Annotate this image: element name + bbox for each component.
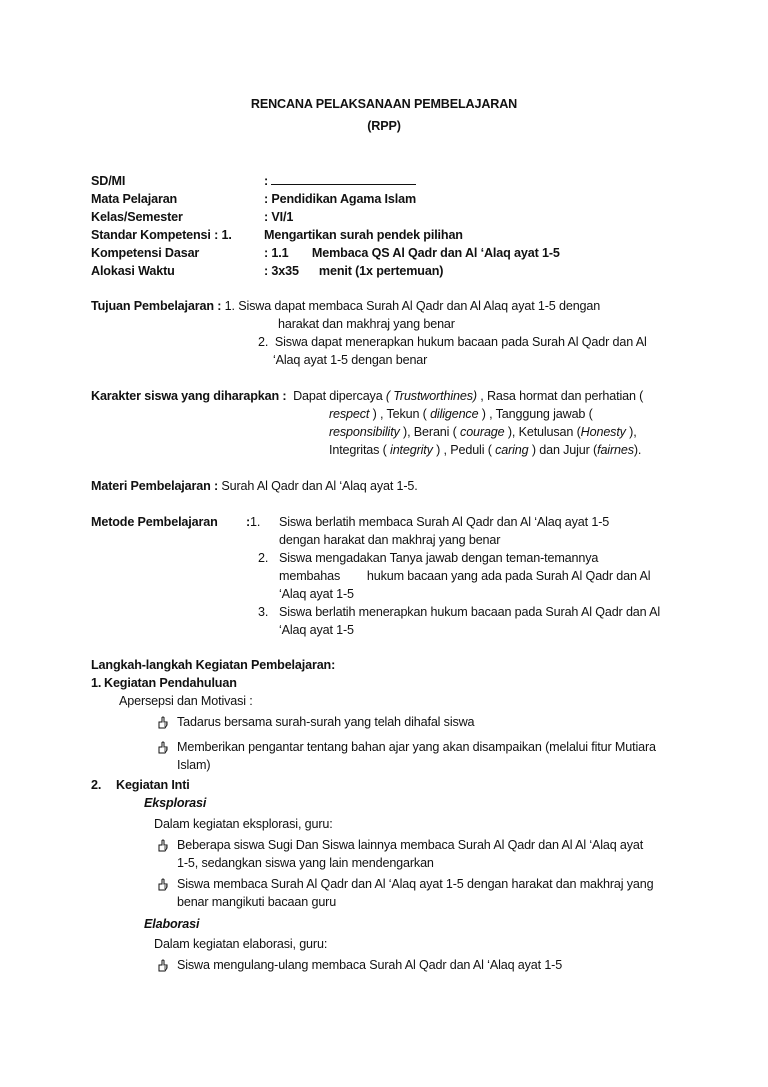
list-item: Siswa membaca Surah Al Qadr dan Al ‘Alaq ayat 1-5 dengan harakat dan makhraj yang <box>177 877 654 891</box>
subsection-title: Kegiatan Inti <box>116 778 190 792</box>
subsection-title: Eksplorasi <box>144 796 207 810</box>
identity-value: : 3x35 menit (1x pertemuan) <box>264 264 444 278</box>
section-heading: Langkah-langkah Kegiatan Pembelajaran: <box>91 658 336 672</box>
pointing-hand-icon <box>157 741 169 754</box>
list-item: Siswa mengulang-ulang membaca Surah Al Qadr dan Al ‘Alaq ayat 1-5 <box>177 958 563 972</box>
subsection-title: Kegiatan Pendahuluan <box>104 676 237 690</box>
identity-label: SD/MI <box>91 174 126 188</box>
pointing-hand-icon <box>157 716 169 729</box>
identity-sep: : <box>264 174 269 188</box>
identity-value <box>264 173 416 189</box>
blank-line <box>271 173 416 185</box>
materi-section: Materi Pembelajaran : Surah Al Qadr dan Al ‘Alaq ayat 1-5. <box>91 479 418 493</box>
list-item: Beberapa siswa Sugi Dan Siswa lainnya membaca Surah Al Qadr dan Al Al ‘Alaq ayat <box>177 838 644 852</box>
pointing-hand-icon <box>157 959 169 972</box>
pointing-hand-icon <box>157 878 169 891</box>
identity-label: Mata Pelajaran <box>91 192 178 206</box>
document-page: RENCANA PELAKSANAAN PEMBELAJARAN (RPP) SD/MI : Mata Pelajaran : Pendidikan Agama Islam Kelas/Semester : VI/1 Standar Kompetensi : 1. Mengartikan surah pendek pilihan Kompetensi Dasar : 1.1 Membaca QS Al Qadr dan Al ‘Alaq ayat 1-5 Alokasi Waktu : 3x35 menit (1x pertemuan) Tujuan Pembelajaran : 1. Siswa dapat membaca Surah Al Qadr dan Al Alaq ayat 1-5 dengan harakat dan makhraj yang benar 2. Siswa dapat menerapkan hukum bacaan pada Surah Al Qadr dan Al ‘Alaq ayat 1-5 dengan benar Karakter siswa yang diharapkan : Dapat dipercaya ( Trustworthines) , Rasa hormat dan perhatian ( respect ) , Tekun ( diligence ) , Tanggung jawab ( responsibility ), Berani ( courage ), Ketulusan (Honesty ), Integritas ( integrity ) , Peduli ( caring ) dan Jujur (fairnes). Materi Pembelajaran : Surah Al Qadr dan Al ‘Alaq ayat 1-5. Metode Pembelajaran :1. Siswa berlatih membaca Surah Al Qadr dan Al ‘Alaq ayat 1-5 dengan harakat dan makhraj yang benar 2. Siswa mengadakan Tanya jawab dengan teman-temannya membahas hukum bacaan yang ada pada Surah Al Qadr dan Al ‘Alaq ayat 1-5 3. Siswa berlatih menerapkan hukum bacaan pada Surah Al Qadr dan Al ‘Alaq ayat 1-5 Langkah-langkah Kegiatan Pembelajaran: 1. Kegiatan Pendahuluan Apersepsi dan Motivasi : Tadarus bersama surah-surah yang telah dihafal siswa Memberikan pengantar tentang bahan ajar yang akan disampaikan (melalui fitur Mutiara Islam) 2. Kegiatan Inti Eksplorasi Dalam kegiatan eksplorasi, guru: Beberapa siswa Sugi Dan Siswa lainnya membaca Surah Al Qadr dan Al Al ‘Alaq ayat 1-5, sedangkan siswa yang lain mendengarkan Siswa membaca Surah Al Qadr dan Al ‘Alaq ayat 1-5 dengan harakat dan makhraj yang benar mangikuti bacaan guru Elaborasi Dalam kegiatan elaborasi, guru: Siswa mengulang-ulang membaca Surah Al Qadr dan Al ‘Alaq ayat 1-5 <box>0 0 768 1087</box>
section-label: Materi Pembelajaran : <box>91 479 219 493</box>
identity-value: : Pendidikan Agama Islam <box>264 192 417 206</box>
subsection-title: Elaborasi <box>144 917 200 931</box>
identity-value: Mengartikan surah pendek pilihan <box>264 228 463 242</box>
document-subtitle: (RPP) <box>367 119 401 133</box>
document-title: RENCANA PELAKSANAAN PEMBELAJARAN <box>250 97 518 111</box>
section-label: Metode Pembelajaran <box>91 515 218 529</box>
section-label: Karakter siswa yang diharapkan : <box>91 389 287 403</box>
list-item: Tadarus bersama surah-surah yang telah dihafal siswa <box>177 715 475 729</box>
identity-label: Kelas/Semester <box>91 210 183 224</box>
identity-label: Kompetensi Dasar <box>91 246 200 260</box>
identity-label: Standar Kompetensi : 1. <box>91 228 232 242</box>
identity-value: : 1.1 Membaca QS Al Qadr dan Al ‘Alaq ayat 1-5 <box>264 246 560 260</box>
list-item: Memberikan pengantar tentang bahan ajar yang akan disampaikan (melalui fitur Mutiara <box>177 740 656 754</box>
section-label: Tujuan Pembelajaran : <box>91 299 222 313</box>
identity-value: : VI/1 <box>264 210 294 224</box>
identity-label: Alokasi Waktu <box>91 264 175 278</box>
pointing-hand-icon <box>157 839 169 852</box>
